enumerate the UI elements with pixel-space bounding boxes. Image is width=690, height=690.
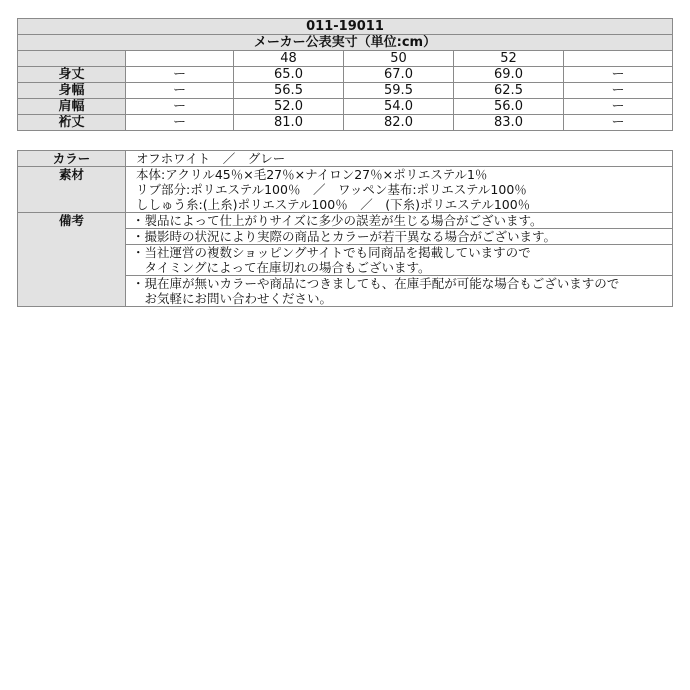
subtitle-row bbox=[18, 35, 673, 51]
measure-value: 81.0 bbox=[234, 115, 344, 131]
notes-row bbox=[18, 213, 673, 229]
note-item: ・現在庫が無いカラーや商品につきましても、在庫手配が可能な場合もございますので bbox=[126, 276, 673, 292]
size-table-subtitle: メーカー公表実寸（単位:cm） bbox=[18, 35, 673, 51]
measure-value: ー bbox=[564, 83, 673, 99]
header-blank bbox=[18, 51, 126, 67]
size-header-row bbox=[18, 51, 673, 67]
material-line: ししゅう糸:(上糸)ポリエステル100％ ／ (下糸)ポリエステル100％ bbox=[126, 197, 673, 213]
measure-value: ー bbox=[126, 67, 234, 83]
size-header bbox=[564, 51, 673, 67]
measure-row-body-width bbox=[18, 83, 673, 99]
size-table bbox=[17, 18, 673, 131]
measure-value: 67.0 bbox=[344, 67, 454, 83]
color-value: オフホワイト ／ グレー bbox=[126, 151, 673, 167]
color-label: カラー bbox=[18, 151, 126, 167]
measure-value: 83.0 bbox=[454, 115, 564, 131]
measure-value: 54.0 bbox=[344, 99, 454, 115]
measure-label: 身幅 bbox=[18, 83, 126, 99]
measure-label: 裄丈 bbox=[18, 115, 126, 131]
measure-row-sleeve-length bbox=[18, 115, 673, 131]
measure-value: ー bbox=[126, 115, 234, 131]
measure-value: ー bbox=[564, 99, 673, 115]
note-item: ・製品によって仕上がりサイズに多少の誤差が生じる場合がございます。 bbox=[126, 213, 673, 229]
measure-value: ー bbox=[564, 115, 673, 131]
material-line: 本体:アクリル45％×毛27％×ナイロン27％×ポリエステル1％ bbox=[126, 167, 673, 183]
measure-value: 59.5 bbox=[344, 83, 454, 99]
size-header-48: 48 bbox=[234, 51, 344, 67]
product-code: 011-19011 bbox=[18, 19, 673, 35]
measure-value: 52.0 bbox=[234, 99, 344, 115]
measure-value: ー bbox=[126, 83, 234, 99]
info-table bbox=[17, 150, 673, 307]
measure-value: ー bbox=[126, 99, 234, 115]
note-item-continued: お気軽にお問い合わせください。 bbox=[126, 291, 673, 307]
material-row bbox=[18, 167, 673, 183]
measure-row-shoulder-width bbox=[18, 99, 673, 115]
measure-value: 82.0 bbox=[344, 115, 454, 131]
measure-value: ー bbox=[564, 67, 673, 83]
measure-value: 65.0 bbox=[234, 67, 344, 83]
size-header bbox=[126, 51, 234, 67]
notes-label: 備考 bbox=[18, 213, 126, 307]
material-line: リブ部分:ポリエステル100％ ／ ワッペン基布:ポリエステル100％ bbox=[126, 182, 673, 197]
note-item-continued: タイミングによって在庫切れの場合もございます。 bbox=[126, 260, 673, 276]
measure-row-body-length bbox=[18, 67, 673, 83]
measure-value: 62.5 bbox=[454, 83, 564, 99]
measure-value: 56.5 bbox=[234, 83, 344, 99]
note-item: ・撮影時の状況により実際の商品とカラーが若干異なる場合がございます。 bbox=[126, 229, 673, 245]
size-header-52: 52 bbox=[454, 51, 564, 67]
measure-label: 肩幅 bbox=[18, 99, 126, 115]
measure-value: 69.0 bbox=[454, 67, 564, 83]
color-row bbox=[18, 151, 673, 167]
note-item: ・当社運営の複数ショッピングサイトでも同商品を掲載していますので bbox=[126, 245, 673, 261]
product-code-row bbox=[18, 19, 673, 35]
measure-label: 身丈 bbox=[18, 67, 126, 83]
material-label: 素材 bbox=[18, 167, 126, 213]
size-header-50: 50 bbox=[344, 51, 454, 67]
measure-value: 56.0 bbox=[454, 99, 564, 115]
